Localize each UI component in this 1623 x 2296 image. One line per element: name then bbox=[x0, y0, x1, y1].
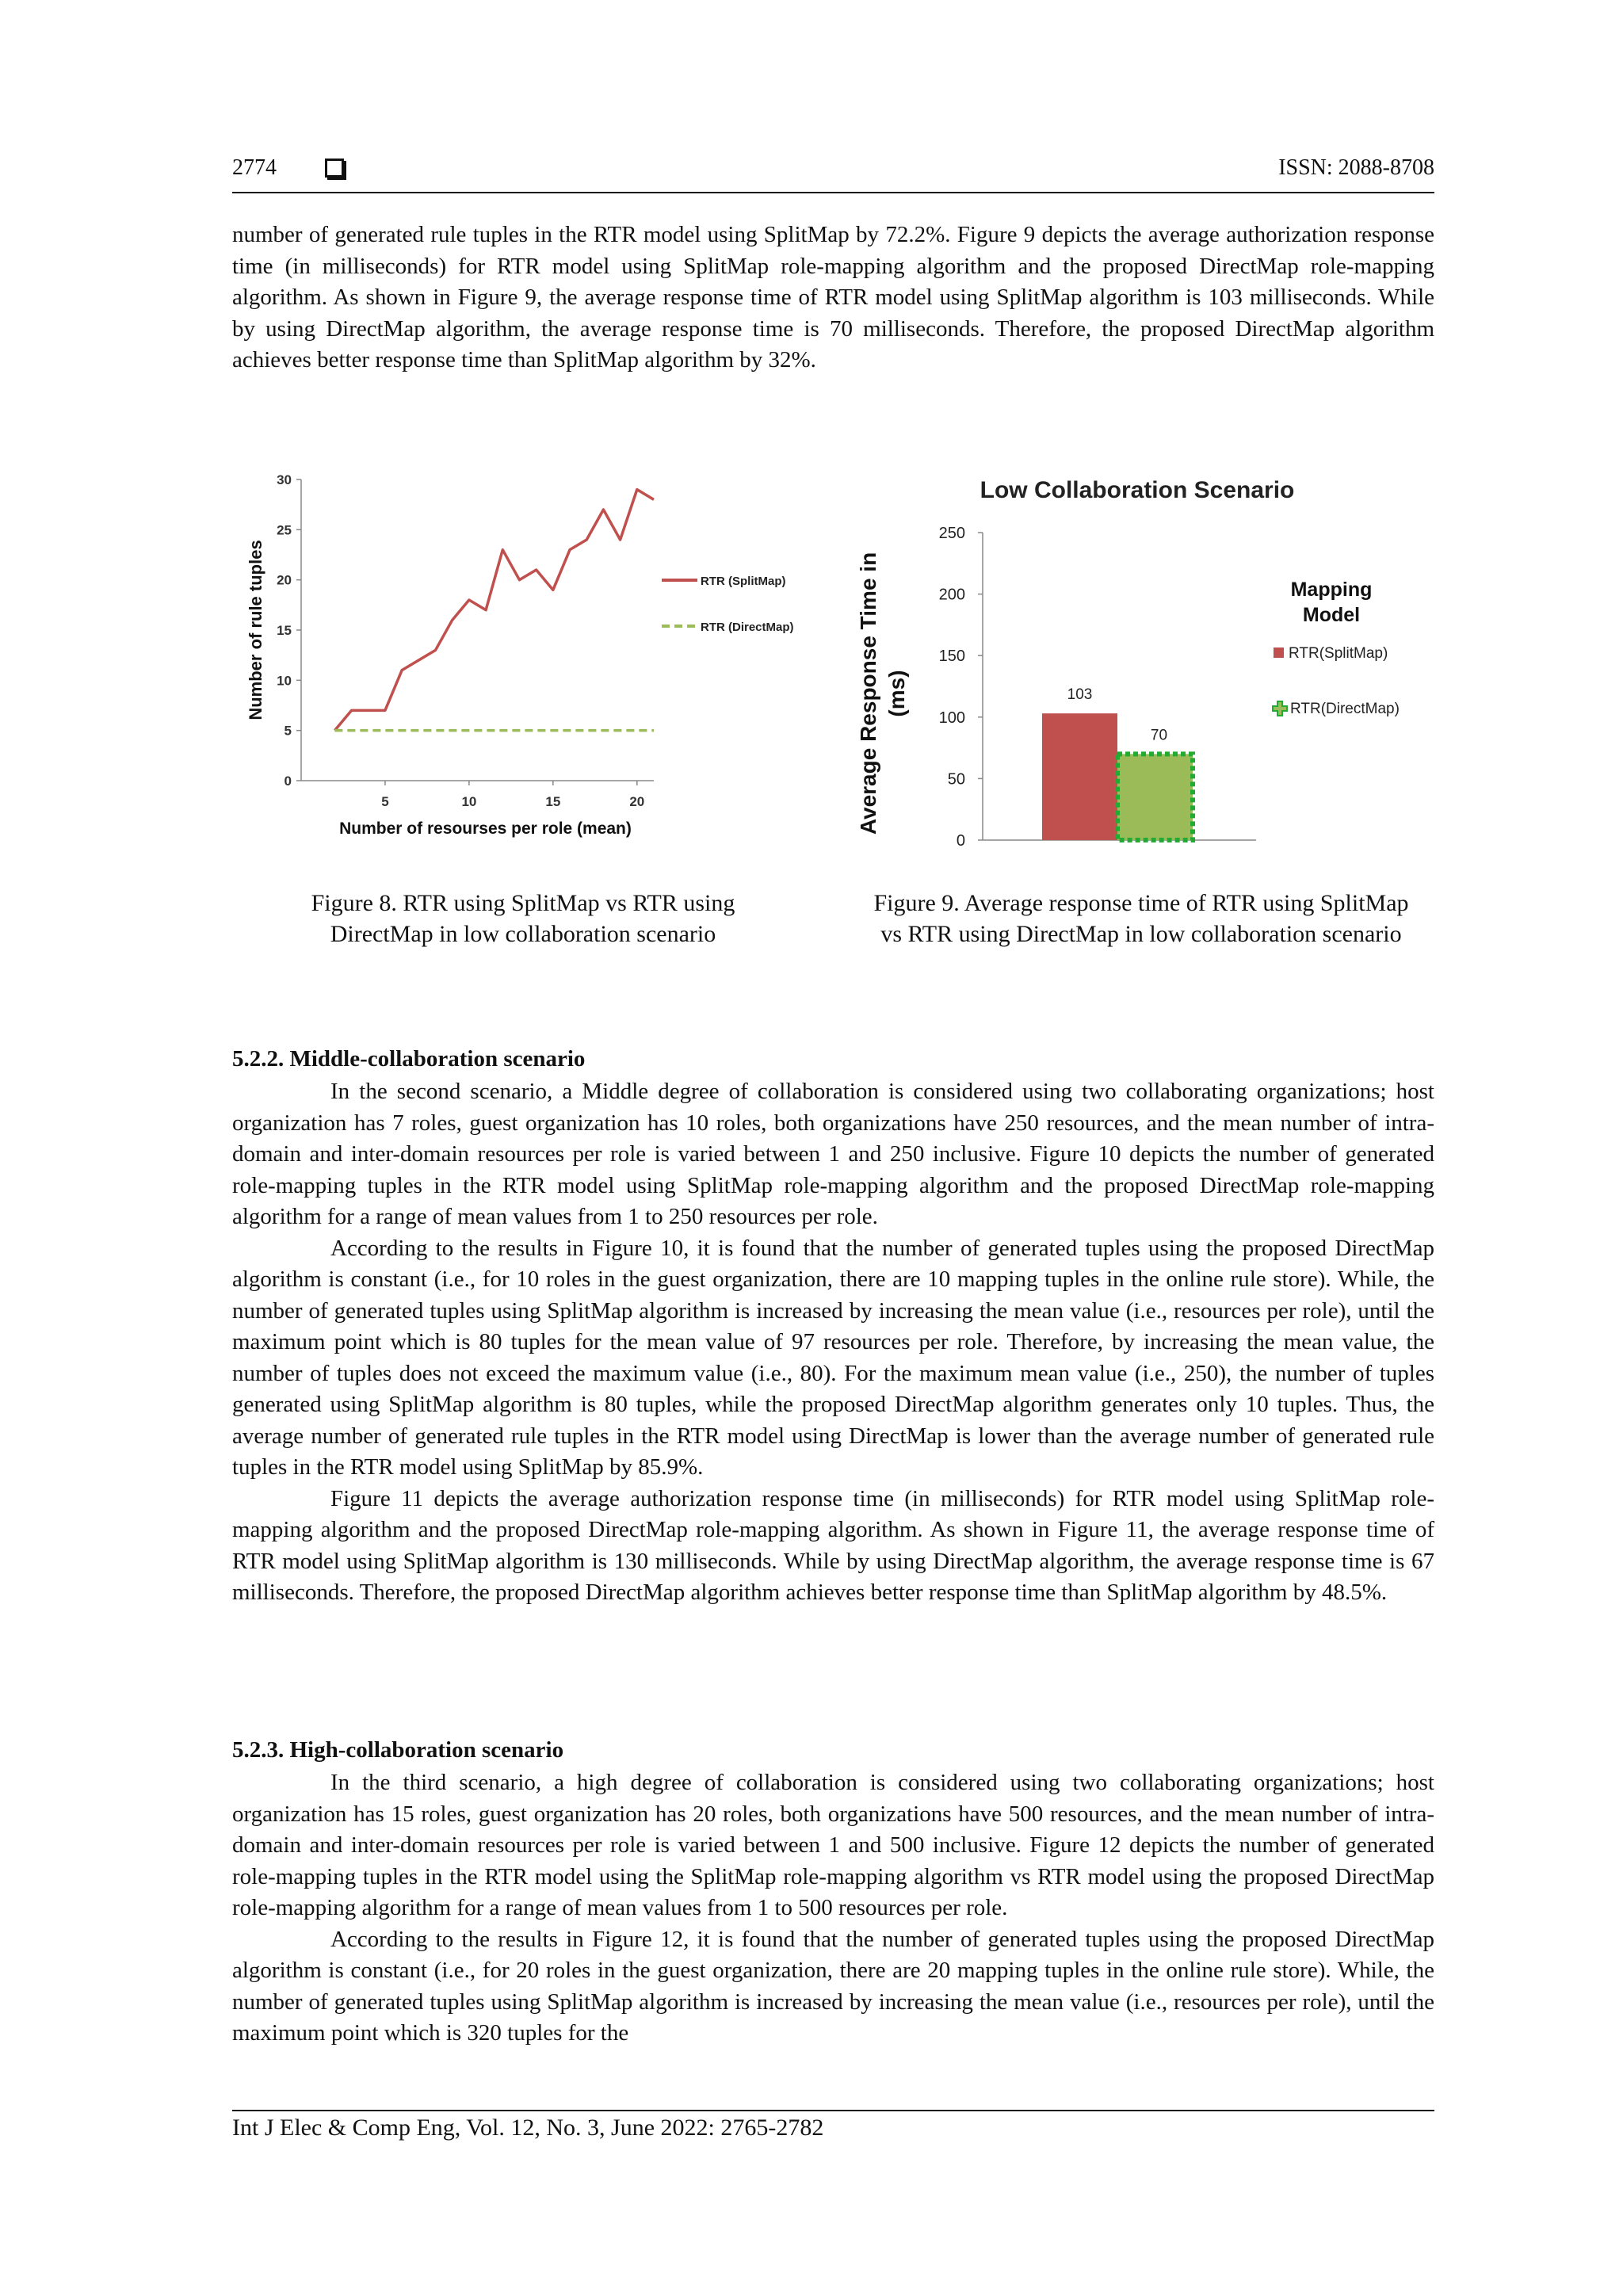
bar-value-label: 103 bbox=[1067, 686, 1093, 704]
figure-9-bar-chart bbox=[852, 468, 1438, 856]
square-bullet-icon bbox=[325, 159, 344, 178]
footer-rule bbox=[232, 2110, 1434, 2111]
x-tick-label: 5 bbox=[381, 794, 389, 809]
legend-label: RTR (DirectMap) bbox=[701, 621, 794, 634]
x-tick-label: 15 bbox=[545, 794, 561, 809]
section-523-paragraph-1: In the third scenario, a high degree of collaboration is considered using two collaborating organizations; host organization has 15 roles, guest organization has 20 roles, both organizations have 500 resources, and the mean number of intra-domain and inter-domain resources per role is varied between 1 and 500 inclusive. Figure 12 depicts the number of generated role-mapping tuples in the RTR model using the SplitMap role-mapping algorithm vs RTR model using the proposed DirectMap role-mapping algorithm for a range of mean values from 1 to 500 resources per role. bbox=[232, 1770, 1434, 1920]
y-tick-label: 20 bbox=[277, 572, 292, 588]
section-523-body bbox=[232, 1767, 1434, 2050]
page-number: 2774 bbox=[232, 155, 277, 180]
section-522-paragraph-3: Figure 11 depicts the average authorization response time (in milliseconds) for RTR model using SplitMap role-mapping algorithm and the proposed DirectMap role-mapping algorithm. As shown in Figure 11, the average response time of RTR model using SplitMap algorithm is 130 milliseconds. While by using DirectMap algorithm, the average response time is 67 milliseconds. Therefore, the proposed DirectMap algorithm achieves better response time than SplitMap algorithm by 48.5%. bbox=[232, 1485, 1434, 1605]
footer-citation: Int J Elec & Comp Eng, Vol. 12, No. 3, June 2022: 2765-2782 bbox=[232, 2115, 824, 2141]
y-tick-label: 150 bbox=[938, 648, 965, 666]
y-tick-label: 200 bbox=[938, 586, 965, 604]
legend-swatch-directmap bbox=[1273, 701, 1287, 716]
y-tick-label: 25 bbox=[277, 522, 292, 538]
section-522-body bbox=[232, 1076, 1434, 1609]
y-tick-label: 50 bbox=[947, 770, 965, 789]
section-523-paragraph-2: According to the results in Figure 12, it is found that the number of generated tuples using the proposed DirectMap algorithm is constant (i.e., for 20 roles in the guest organization, there are 20 mapping tuples in the online rule store). While, the number of generated tuples using SplitMap algorithm is increased by increasing the mean value (i.e., resources per role), until the maximum point which is 320 tuples for the bbox=[232, 1926, 1434, 2046]
bar-splitmap bbox=[1042, 713, 1117, 840]
legend-label: RTR (SplitMap) bbox=[701, 575, 786, 588]
x-tick-label: 20 bbox=[629, 794, 645, 809]
legend-title-line-1: Mapping bbox=[1290, 579, 1373, 601]
section-522-paragraph-2: According to the results in Figure 10, it is found that the number of generated tuples using the proposed DirectMap algorithm is constant (i.e., for 10 roles in the guest organization, there are 10 mapping tuples in the online rule store). While, the number of generated tuples using SplitMap algorithm is increased by increasing the mean value (i.e., resources per role), until the maximum point which is 80 tuples for the mean value of 97 resources per role. Therefore, by increasing the mean value, the number of tuples does not exceed the maximum value (i.e., 80). For the maximum mean value (i.e., 250), the number of tuples generated using SplitMap algorithm is 80 tuples, while the proposed DirectMap algorithm generates only 10 tuples. Thus, the average number of generated rule tuples in the RTR model using DirectMap is lower than the average number of generated rule tuples in the RTR model using SplitMap by 85.9%. bbox=[232, 1235, 1434, 1480]
y-axis-title-line-2: (ms) bbox=[884, 670, 909, 717]
section-522-paragraph-1: In the second scenario, a Middle degree of collaboration is considered using two collaborating organizations; host organization has 7 roles, guest organization has 10 roles, both organizations have 250 resources, and the mean number of intra-domain and inter-domain resources per role is varied between 1 and 250 inclusive. Figure 10 depicts the number of generated role-mapping tuples in the RTR model using SplitMap role-mapping algorithm and the proposed DirectMap role-mapping algorithm for a range of mean values from 1 to 250 resources per role. bbox=[232, 1079, 1434, 1229]
bar-directmap bbox=[1117, 754, 1193, 840]
y-tick-label: 10 bbox=[277, 673, 292, 689]
chart-title: Low Collaboration Scenario bbox=[980, 477, 1295, 503]
header-rule bbox=[232, 192, 1434, 193]
issn-label: ISSN: 2088-8708 bbox=[1278, 155, 1434, 180]
figure-9-caption: Figure 9. Average response time of RTR using SplitMap vs RTR using DirectMap in low collaboration scenario bbox=[873, 890, 1409, 947]
y-axis-title-line-1: Average Response Time in bbox=[856, 552, 880, 835]
legend-label-splitmap: RTR(SplitMap) bbox=[1289, 645, 1388, 662]
figure-8-line-chart bbox=[238, 468, 824, 856]
y-tick-label: 250 bbox=[938, 525, 965, 542]
x-axis-title: Number of resourses per role (mean) bbox=[339, 819, 632, 838]
y-tick-label: 0 bbox=[956, 832, 965, 850]
intro-paragraph-block bbox=[232, 220, 1434, 376]
y-tick-label: 0 bbox=[284, 774, 292, 789]
x-tick-label: 10 bbox=[461, 794, 477, 809]
legend-label-directmap: RTR(DirectMap) bbox=[1290, 701, 1400, 717]
section-522-heading: 5.2.2. Middle-collaboration scenario bbox=[232, 1046, 586, 1072]
y-tick-label: 100 bbox=[938, 709, 965, 727]
legend-title-line-2: Model bbox=[1302, 604, 1361, 626]
legend-swatch-splitmap bbox=[1274, 648, 1284, 658]
intro-paragraph: number of generated rule tuples in the RTR model using SplitMap by 72.2%. Figure 9 depicts the average authorization response time (in milliseconds) for RTR model using SplitMap role-mapping algorithm and the proposed DirectMap role-mapping algorithm. As shown in Figure 9, the average response time of RTR model using SplitMap algorithm is 103 milliseconds. While by using DirectMap algorithm, the average response time is 70 milliseconds. Therefore, the proposed DirectMap algorithm achieves better response time than SplitMap algorithm by 32%. bbox=[232, 222, 1434, 372]
figure-8-caption: Figure 8. RTR using SplitMap vs RTR using DirectMap in low collaboration scenario bbox=[311, 890, 735, 947]
section-523-heading: 5.2.3. High-collaboration scenario bbox=[232, 1737, 564, 1763]
y-tick-label: 30 bbox=[277, 472, 292, 487]
y-axis-title: Number of rule tuples bbox=[246, 540, 265, 720]
y-tick-label: 15 bbox=[277, 623, 292, 638]
bar-value-label: 70 bbox=[1150, 727, 1168, 744]
y-tick-label: 5 bbox=[284, 723, 292, 739]
series-line-splitmap bbox=[334, 490, 654, 731]
